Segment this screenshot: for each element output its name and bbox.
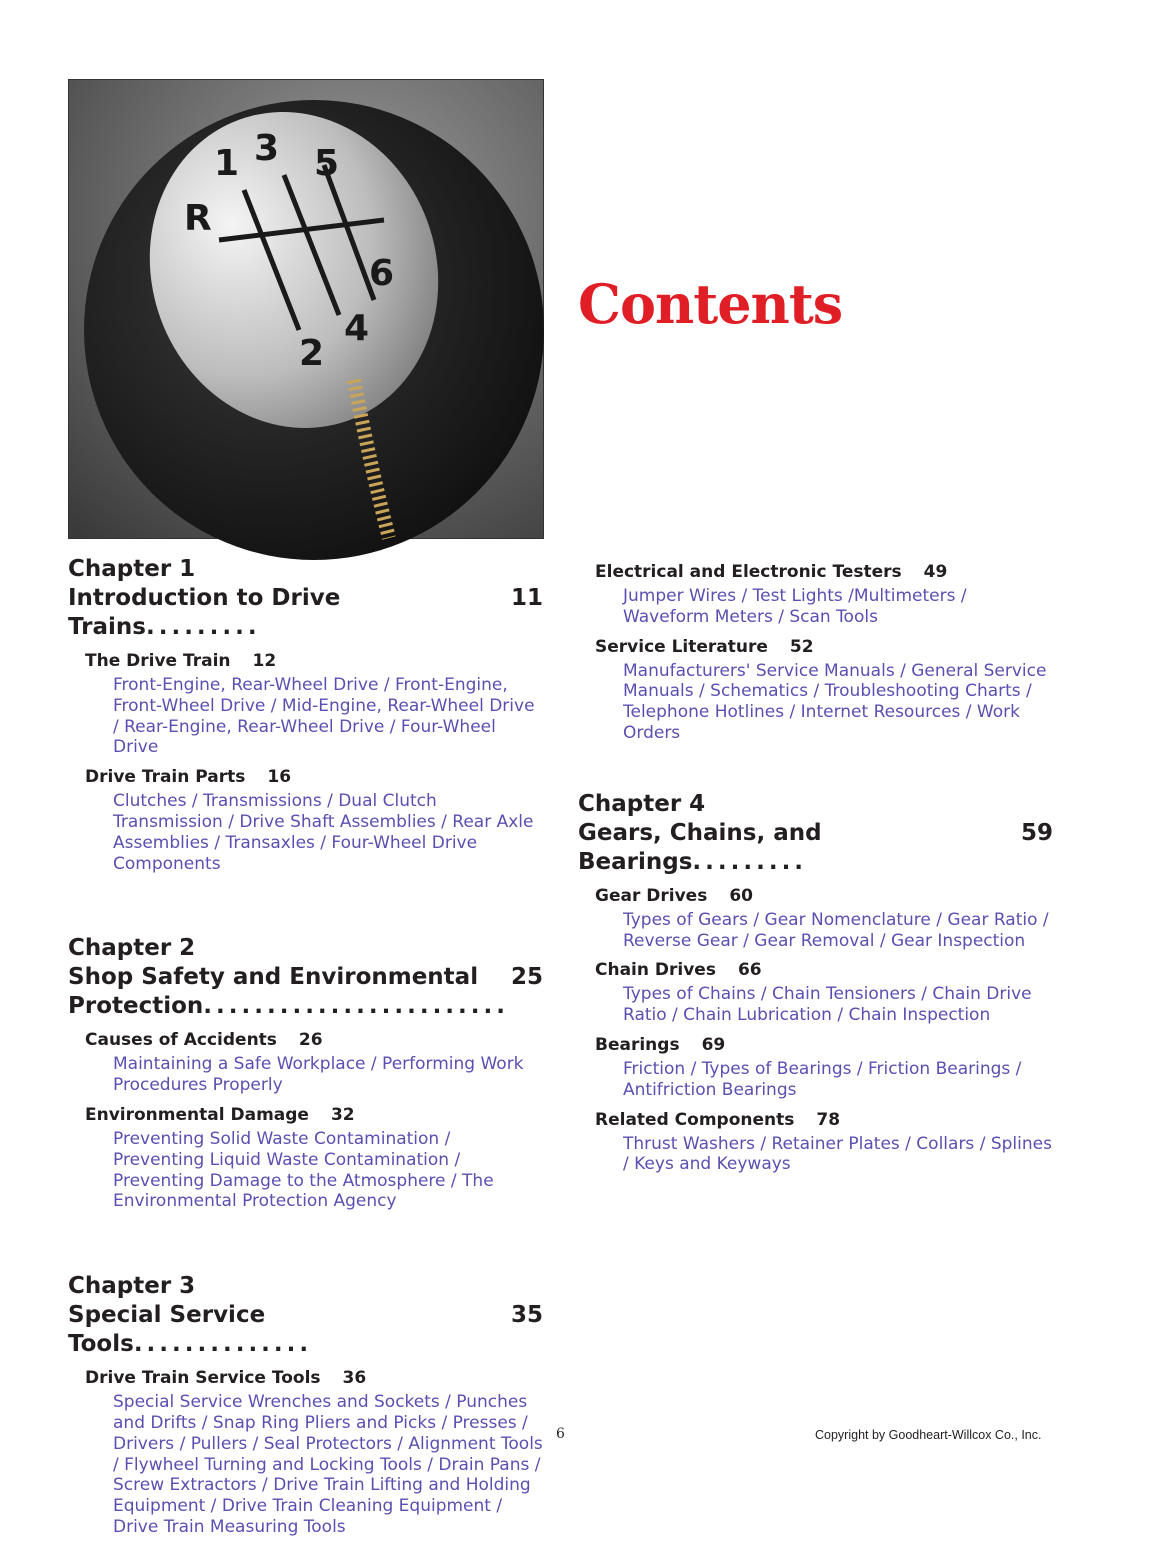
toc-right-column [578,553,1053,1189]
continued-section [578,561,1053,628]
gear-number-1: 1 [214,143,240,184]
section-page: 66 [737,960,762,981]
section-heading [595,1034,1053,1056]
section-page: 16 [267,767,292,788]
chapter-title [578,819,1008,877]
toc-section [85,1367,543,1538]
chapter-label: Chapter 4 [578,790,706,817]
leader-dots: .............. [133,1331,313,1358]
section-topics: Thrust Washers / Retainer Plates / Collars / Splines / Keys and Keyways [623,1133,1052,1175]
toc-chapter [68,1272,543,1538]
gear-number-2: 2 [299,333,325,374]
chapter-title-line [68,584,543,642]
toc-chapter [68,934,543,1212]
section-page: 69 [701,1034,726,1055]
toc-section [85,650,543,758]
toc-section [85,766,543,874]
section-heading [595,959,1053,981]
chapter-title-text: Gears, Chains, and Bearings [578,819,822,875]
continued-section [578,636,1053,744]
chapter-page: 59 [1020,819,1053,846]
section-heading [595,636,1053,658]
section-title: Causes of Accidents [85,1030,277,1051]
section-title: Chain Drives [595,960,716,981]
section-topics: Special Service Wrenches and Sockets / Punches and Drifts / Snap Ring Pliers and Picks / Presses / Drivers / Pullers / Seal Protectors / Alignment Tools / Flywheel Turning and Locking Tools / Drain Pans / Screw Extractors / Drive Train Lifting and Holding Equipment / Drive Train Cleaning Equipment / Drive Train Measuring Tools [113,1392,543,1537]
section-heading [85,766,543,788]
chapter-title-line [68,1301,543,1359]
section-topics: Friction / Types of Bearings / Friction Bearings / Antifriction Bearings [623,1058,1022,1100]
section-page: 26 [298,1030,323,1051]
section-heading [595,885,1053,907]
leader-dots: ........................ [203,993,509,1020]
section-title: Environmental Damage [85,1104,309,1125]
section-page: 32 [330,1104,355,1125]
toc-section [595,636,1053,744]
toc-section [85,1104,543,1212]
section-topics: Types of Chains / Chain Tensioners / Chain Drive Ratio / Chain Lubrication / Chain Inspection [623,984,1032,1026]
toc-section [595,959,1053,1026]
section-page: 60 [729,885,753,906]
chapter-label: Chapter 1 [68,556,196,582]
section-topics: Maintaining a Safe Workplace / Performing Work Procedures Properly [113,1054,524,1096]
gear-shift-knob-photo [68,79,544,539]
gear-number-6: 6 [369,253,395,294]
chapter-page: 25 [510,964,543,991]
section-heading [595,561,1053,583]
section-title: Electrical and Electronic Testers [595,562,902,582]
section-page: 36 [342,1368,367,1389]
section-title: Gear Drives [595,885,708,906]
chapter-title [68,584,498,642]
section-heading [85,1367,543,1389]
toc-section [595,1109,1053,1176]
section-title: Drive Train Service Tools [85,1368,321,1389]
chapter-label: Chapter 2 [68,935,196,962]
chapter-title-line [578,819,1053,877]
chapter-title [68,1301,495,1359]
gear-number-r: R [184,198,212,239]
section-heading [85,1104,543,1126]
section-topics: Clutches / Transmissions / Dual Clutch Transmission / Drive Shaft Assemblies / Rear Axle Assemblies / Transaxles / Four-Wheel Drive Components [113,791,534,874]
toc-section [595,561,1053,628]
section-page: 52 [789,636,814,657]
section-topics: Front-Engine, Rear-Wheel Drive / Front-Engine, Front-Wheel Drive / Mid-Engine, Rear-Wheel Drive / Rear-Engine, Rear-Wheel Drive / Four-Wheel Drive [113,675,535,758]
spacer [68,1226,543,1272]
section-heading [85,1029,543,1051]
section-topics: Manufacturers' Service Manuals / General Service Manuals / Schematics / Troubleshooting Charts / Telephone Hotlines / Internet Resources / Work Orders [623,660,1047,743]
copyright: Copyright by Goodheart-Willcox Co., Inc. [815,1428,1042,1442]
section-page: 12 [252,651,277,671]
gear-number-4: 4 [344,308,370,349]
section-title: Bearings [595,1034,680,1055]
chapter-title-text: Shop Safety and Environmental Protection [68,964,479,1020]
gear-number-3: 3 [254,128,280,169]
section-topics: Preventing Solid Waste Contamination / Preventing Liquid Waste Contamination / Preventing Damage to the Atmosphere / The Environmental Protection Agency [113,1128,494,1212]
page-title: Contents [578,272,843,336]
chapter-title-text: Introduction to Drive Trains [68,585,341,640]
leader-dots: ......... [692,848,808,875]
spacer [578,744,1053,790]
toc-section [595,885,1053,952]
spacer [68,888,543,934]
page-number: 6 [556,1426,565,1442]
section-title: The Drive Train [85,651,231,671]
chapter-label: Chapter 3 [68,1273,196,1300]
section-topics: Jumper Wires / Test Lights /Multimeters / Waveform Meters / Scan Tools [623,586,967,627]
section-page: 78 [816,1109,841,1130]
toc-chapter [68,555,543,874]
toc-left-column [68,555,543,1552]
chapter-page: 35 [510,1302,543,1329]
toc-section [595,1034,1053,1101]
gear-number-5: 5 [314,143,340,184]
section-topics: Types of Gears / Gear Nomenclature / Gear Ratio / Reverse Gear / Gear Removal / Gear Inspection [623,909,1049,951]
chapter-title-text: Special Service Tools [68,1302,266,1358]
section-heading [595,1109,1053,1131]
leader-dots: ......... [145,614,261,640]
chapter-title [68,963,511,1021]
section-title: Related Components [595,1109,795,1130]
section-title: Service Literature [595,636,768,657]
chapter-title-line [68,963,543,1021]
toc-section [85,1029,543,1096]
toc-chapter [578,790,1053,1175]
section-page: 49 [923,562,948,582]
section-title: Drive Train Parts [85,767,246,788]
chapter-page: 11 [510,585,543,611]
section-heading [85,650,543,672]
